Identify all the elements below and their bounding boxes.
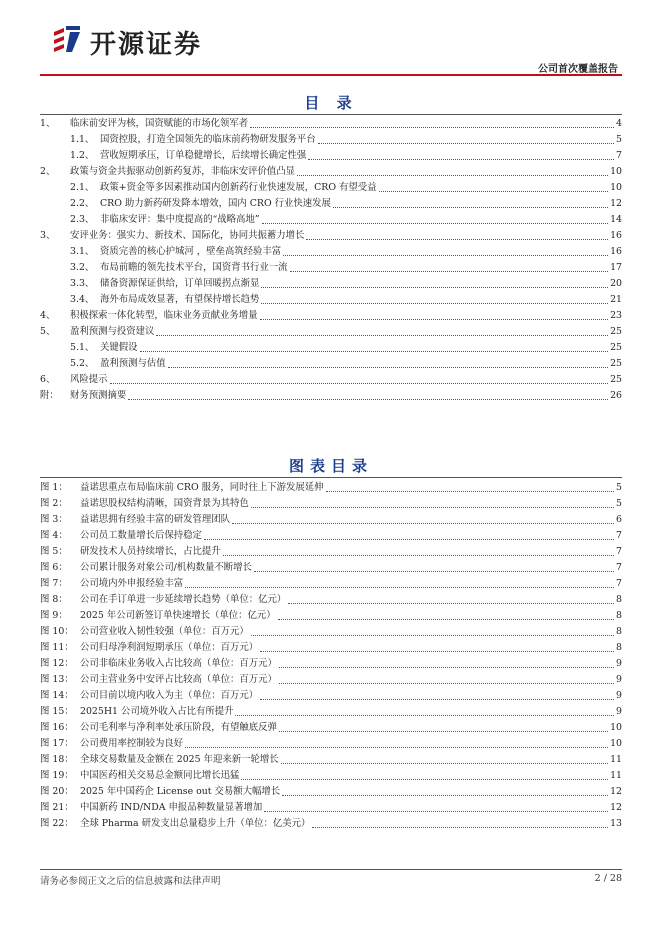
entry-number: 4、 xyxy=(40,310,56,321)
toc-entry[interactable] xyxy=(40,212,622,228)
entry-label: 储备资源保证供给，订单回暖拐点渐显 xyxy=(100,278,260,289)
entry-number: 图 16： xyxy=(40,722,74,733)
dot-leader xyxy=(168,367,608,368)
dot-leader xyxy=(241,779,608,780)
dot-leader xyxy=(260,699,614,700)
entry-label: 公司境内外申报经验丰富 xyxy=(80,578,184,589)
entry-number: 图 21： xyxy=(40,802,74,813)
entry-label: 公司累计服务对象公司/机构数量不断增长 xyxy=(80,562,252,573)
footer-divider xyxy=(40,869,622,870)
entry-label: 中国医药相关交易总金额同比增长迅猛 xyxy=(80,770,240,781)
entry-number: 2.2、 xyxy=(70,198,95,209)
toc-entry[interactable] xyxy=(40,132,622,148)
figure-entry[interactable] xyxy=(40,656,622,672)
entry-number: 2.1、 xyxy=(70,182,95,193)
dot-leader xyxy=(326,491,615,492)
entry-label: 公司毛利率与净利率处承压阶段，有望触底反弹 xyxy=(80,722,277,733)
entry-label: 积极探索一体化转型，临床业务贡献业务增量 xyxy=(70,310,258,321)
toc-entry[interactable] xyxy=(40,292,622,308)
dot-leader xyxy=(140,351,609,352)
entry-number: 图 2： xyxy=(40,498,68,509)
dot-leader xyxy=(232,523,614,524)
entry-number: 图 3： xyxy=(40,514,68,525)
dot-leader xyxy=(264,811,608,812)
entry-page-number: 7 xyxy=(616,546,622,557)
figures-title-divider xyxy=(40,477,622,478)
dot-leader xyxy=(278,619,614,620)
dot-leader xyxy=(379,191,609,192)
figure-entry[interactable] xyxy=(40,672,622,688)
dot-leader xyxy=(223,555,614,556)
entry-number: 图 17： xyxy=(40,738,74,749)
entry-page-number: 13 xyxy=(610,818,622,829)
entry-number: 5.1、 xyxy=(70,342,95,353)
entry-page-number: 11 xyxy=(610,754,622,765)
dot-leader xyxy=(333,207,608,208)
entry-label: 全球交易数量及金额在 2025 年迎来新一轮增长 xyxy=(80,754,279,765)
entry-label: 盈利预测与估值 xyxy=(100,358,166,369)
entry-page-number: 8 xyxy=(616,610,622,621)
dot-leader xyxy=(250,127,614,128)
entry-number: 2.3、 xyxy=(70,214,95,225)
entry-page-number: 10 xyxy=(610,182,622,193)
header-divider xyxy=(40,74,622,76)
entry-page-number: 11 xyxy=(610,770,622,781)
entry-page-number: 12 xyxy=(610,802,622,813)
entry-page-number: 21 xyxy=(610,294,622,305)
figure-entry[interactable] xyxy=(40,608,622,624)
dot-leader xyxy=(282,795,608,796)
entry-number: 图 22： xyxy=(40,818,74,829)
entry-page-number: 8 xyxy=(616,594,622,605)
dot-leader xyxy=(261,287,608,288)
entry-label: 公司员工数量增长后保持稳定 xyxy=(80,530,202,541)
entry-label: 非临床安评：集中度提高的“战略高地” xyxy=(100,214,260,225)
toc-entry[interactable] xyxy=(40,244,622,260)
dot-leader xyxy=(279,731,608,732)
entry-number: 图 18： xyxy=(40,754,74,765)
entry-page-number: 7 xyxy=(616,530,622,541)
entry-label: 公司目前以境内收入为主（单位：百万元） xyxy=(80,690,259,701)
entry-page-number: 8 xyxy=(616,642,622,653)
entry-page-number: 9 xyxy=(616,690,622,701)
entry-number: 图 1： xyxy=(40,482,68,493)
entry-page-number: 5 xyxy=(616,498,622,509)
toc-title: 目 录 xyxy=(304,94,358,112)
entry-number: 图 13： xyxy=(40,674,74,685)
entry-page-number: 25 xyxy=(610,374,622,385)
entry-page-number: 7 xyxy=(616,562,622,573)
entry-number: 3、 xyxy=(40,230,56,241)
entry-number: 2、 xyxy=(40,166,56,177)
figure-entry[interactable] xyxy=(40,704,622,720)
toc-entry[interactable] xyxy=(40,116,622,132)
toc-entry[interactable] xyxy=(40,356,622,372)
entry-label: 2025 年公司新签订单快速增长（单位：亿元） xyxy=(80,610,276,621)
dot-leader xyxy=(204,539,614,540)
dot-leader xyxy=(262,223,608,224)
footer-disclaimer: 请务必参阅正文之后的信息披露和法律声明 xyxy=(40,876,221,887)
entry-page-number: 5 xyxy=(616,134,622,145)
toc-entry[interactable] xyxy=(40,276,622,292)
entry-page-number: 17 xyxy=(610,262,622,273)
entry-label: 盈利预测与投资建议 xyxy=(70,326,155,337)
dot-leader xyxy=(279,683,614,684)
dot-leader xyxy=(251,635,614,636)
toc-entry[interactable] xyxy=(40,148,622,164)
entry-number: 3.3、 xyxy=(70,278,95,289)
entry-label: 国资控股，打造全国领先的临床前药物研发服务平台 xyxy=(100,134,316,145)
entry-label: 研发技术人员持续增长，占比提升 xyxy=(80,546,221,557)
entry-number: 3.2、 xyxy=(70,262,95,273)
entry-label: 政策与资金共振驱动创新药复苏，非临床安评价值凸显 xyxy=(70,166,296,177)
figure-entry[interactable] xyxy=(40,496,622,512)
entry-number: 6、 xyxy=(40,374,56,385)
entry-label: 营收短期承压，订单稳健增长，后续增长确定性强 xyxy=(100,150,307,161)
figure-entry[interactable] xyxy=(40,624,622,640)
company-name: 开源证券 xyxy=(90,30,203,60)
entry-number: 5、 xyxy=(40,326,56,337)
entry-label: 2025 年中国药企 License out 交易额大幅增长 xyxy=(80,786,281,797)
toc-entry[interactable] xyxy=(40,308,622,324)
dot-leader xyxy=(283,255,608,256)
dot-leader xyxy=(260,651,614,652)
figure-entry[interactable] xyxy=(40,752,622,768)
entry-page-number: 7 xyxy=(616,150,622,161)
entry-label: 公司主营业务中安评占比较高（单位：百万元） xyxy=(80,674,277,685)
toc-entry[interactable] xyxy=(40,180,622,196)
figure-entry[interactable] xyxy=(40,480,622,496)
entry-number: 图 10： xyxy=(40,626,74,637)
entry-number: 图 7： xyxy=(40,578,68,589)
entry-label: 资质完善的核心护城河 ，壁垒高筑经验丰富 xyxy=(100,246,282,257)
entry-number: 1.1、 xyxy=(70,134,95,145)
toc-entry[interactable] xyxy=(40,196,622,212)
figure-entry[interactable] xyxy=(40,512,622,528)
dot-leader xyxy=(297,175,608,176)
entry-page-number: 9 xyxy=(616,674,622,685)
entry-page-number: 12 xyxy=(610,786,622,797)
entry-number: 3.1、 xyxy=(70,246,95,257)
entry-page-number: 7 xyxy=(616,578,622,589)
figure-entry[interactable] xyxy=(40,544,622,560)
entry-number: 1、 xyxy=(40,118,56,129)
entry-label: 益诺思重点布局临床前 CRO 服务，同时往上下游发展延伸 xyxy=(80,482,324,493)
figure-entry[interactable] xyxy=(40,576,622,592)
toc-entry[interactable] xyxy=(40,164,622,180)
figure-entry[interactable] xyxy=(40,736,622,752)
figure-entry[interactable] xyxy=(40,768,622,784)
dot-leader xyxy=(290,271,609,272)
entry-number: 图 20： xyxy=(40,786,74,797)
entry-page-number: 16 xyxy=(610,246,622,257)
toc-title-divider xyxy=(40,114,622,115)
entry-label: 关键假设 xyxy=(100,342,138,353)
entry-label: 公司归母净利润短期承压（单位：百万元） xyxy=(80,642,259,653)
entry-page-number: 9 xyxy=(616,706,622,717)
entry-label: 安评业务：强实力、新技术、国际化，协同共振蓄力增长 xyxy=(70,230,305,241)
entry-label: 公司在手订单进一步延续增长趋势（单位：亿元） xyxy=(80,594,287,605)
figure-entry[interactable] xyxy=(40,560,622,576)
entry-label: 益诺思股权结构清晰，国资背景为其特色 xyxy=(80,498,249,509)
figure-entry[interactable] xyxy=(40,592,622,608)
toc-entry[interactable] xyxy=(40,372,622,388)
entry-page-number: 9 xyxy=(616,658,622,669)
entry-label: 2025H1 公司境外收入占比有所提升 xyxy=(80,706,234,717)
entry-page-number: 6 xyxy=(616,514,622,525)
toc-entry[interactable] xyxy=(40,388,622,404)
figure-entry[interactable] xyxy=(40,720,622,736)
entry-page-number: 25 xyxy=(610,342,622,353)
dot-leader xyxy=(235,715,614,716)
entry-page-number: 25 xyxy=(610,358,622,369)
entry-number: 3.4、 xyxy=(70,294,95,305)
dot-leader xyxy=(312,827,608,828)
table-of-contents xyxy=(40,116,622,404)
entry-number: 图 11： xyxy=(40,642,74,653)
toc-entry[interactable] xyxy=(40,340,622,356)
entry-label: 全球 Pharma 研发支出总量稳步上升（单位：亿美元） xyxy=(80,818,311,829)
entry-number: 附： xyxy=(40,390,59,401)
dot-leader xyxy=(185,587,614,588)
entry-page-number: 12 xyxy=(610,198,622,209)
figure-entry[interactable] xyxy=(40,688,622,704)
kaiyuan-logo-icon xyxy=(50,22,84,56)
entry-number: 图 5： xyxy=(40,546,68,557)
entry-page-number: 26 xyxy=(610,390,622,401)
entry-label: 公司非临床业务收入占比较高（单位：百万元） xyxy=(80,658,277,669)
toc-entry[interactable] xyxy=(40,260,622,276)
dot-leader xyxy=(185,747,608,748)
dot-leader xyxy=(306,239,608,240)
figure-entry[interactable] xyxy=(40,800,622,816)
entry-page-number: 5 xyxy=(616,482,622,493)
entry-number: 图 9： xyxy=(40,610,68,621)
entry-page-number: 10 xyxy=(610,738,622,749)
toc-entry[interactable] xyxy=(40,228,622,244)
dot-leader xyxy=(254,571,614,572)
entry-page-number: 23 xyxy=(610,310,622,321)
entry-page-number: 8 xyxy=(616,626,622,637)
entry-number: 图 6： xyxy=(40,562,68,573)
entry-label: 公司营业收入韧性较强（单位：百万元） xyxy=(80,626,249,637)
report-type-label: 公司首次覆盖报告 xyxy=(538,64,618,75)
figure-entry[interactable] xyxy=(40,816,622,832)
entry-label: 布局前瞻的领先技术平台，国资背书行业一流 xyxy=(100,262,288,273)
dot-leader xyxy=(279,667,614,668)
entry-page-number: 4 xyxy=(616,118,622,129)
entry-page-number: 10 xyxy=(610,722,622,733)
entry-number: 图 4： xyxy=(40,530,68,541)
entry-label: 临床前安评为核，国资赋能的市场化领军者 xyxy=(70,118,249,129)
entry-page-number: 20 xyxy=(610,278,622,289)
entry-number: 5.2、 xyxy=(70,358,95,369)
entry-label: 公司费用率控制较为良好 xyxy=(80,738,184,749)
dot-leader xyxy=(318,143,614,144)
entry-label: 风险提示 xyxy=(70,374,108,385)
dot-leader xyxy=(261,303,608,304)
toc-entry[interactable] xyxy=(40,324,622,340)
entry-page-number: 10 xyxy=(610,166,622,177)
dot-leader xyxy=(251,507,614,508)
entry-page-number: 14 xyxy=(610,214,622,225)
entry-label: 海外布局成效显著，有望保持增长趋势 xyxy=(100,294,260,305)
page-number: 2 / 28 xyxy=(594,873,622,884)
list-of-figures xyxy=(40,480,622,832)
entry-label: 中国新药 IND/NDA 申报品种数量显著增加 xyxy=(80,802,263,813)
figures-title: 图表目录 xyxy=(288,457,373,475)
entry-number: 图 15： xyxy=(40,706,74,717)
entry-page-number: 16 xyxy=(610,230,622,241)
entry-number: 图 19： xyxy=(40,770,74,781)
entry-number: 图 8： xyxy=(40,594,68,605)
entry-number: 1.2、 xyxy=(70,150,95,161)
entry-label: 政策+资金等多因素推动国内创新药行业快速发展，CRO 有望受益 xyxy=(100,182,377,193)
entry-label: CRO 助力新药研发降本增效，国内 CRO 行业快速发展 xyxy=(100,198,331,209)
dot-leader xyxy=(260,319,609,320)
entry-label: 益诺思拥有经验丰富的研发管理团队 xyxy=(80,514,231,525)
dot-leader xyxy=(308,159,614,160)
entry-page-number: 25 xyxy=(610,326,622,337)
entry-label: 财务预测摘要 xyxy=(70,390,127,401)
entry-number: 图 14： xyxy=(40,690,74,701)
dot-leader xyxy=(128,399,608,400)
figure-entry[interactable] xyxy=(40,640,622,656)
page-header xyxy=(0,0,662,75)
dot-leader xyxy=(288,603,614,604)
dot-leader xyxy=(110,383,609,384)
dot-leader xyxy=(281,763,608,764)
dot-leader xyxy=(156,335,608,336)
figure-entry[interactable] xyxy=(40,528,622,544)
entry-number: 图 12： xyxy=(40,658,74,669)
figure-entry[interactable] xyxy=(40,784,622,800)
